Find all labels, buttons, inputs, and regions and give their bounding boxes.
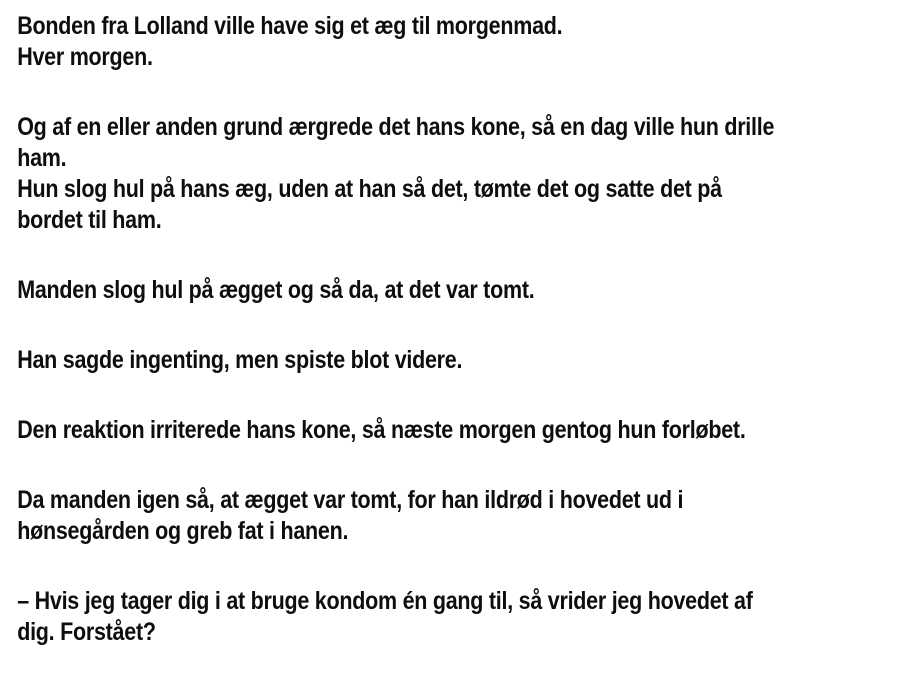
text-line: Hver morgen. bbox=[17, 43, 153, 71]
text-line: ham. bbox=[17, 144, 67, 172]
text-line: – Hvis jeg tager dig i at bruge kondom én gang til, så vrider jeg hovedet af bbox=[17, 587, 753, 615]
paragraph bbox=[17, 586, 922, 648]
paragraph bbox=[17, 485, 922, 547]
text-line: bordet til ham. bbox=[17, 206, 162, 234]
text-line: Hun slog hul på hans æg, uden at han så det, tømte det og satte det på bbox=[17, 175, 722, 203]
text-line: Og af en eller anden grund ærgrede det hans kone, så en dag ville hun drille bbox=[17, 113, 775, 141]
text-line: Da manden igen så, at ægget var tomt, for han ildrød i hovedet ud i bbox=[17, 486, 684, 514]
text-line: hønsegården og greb fat i hanen. bbox=[17, 517, 349, 545]
paragraph bbox=[17, 11, 922, 73]
text-line: Han sagde ingenting, men spiste blot videre. bbox=[17, 346, 463, 374]
paragraph bbox=[17, 275, 922, 306]
text-line: Bonden fra Lolland ville have sig et æg til morgenmad. bbox=[17, 12, 563, 40]
paragraph bbox=[17, 415, 922, 446]
text-line: Manden slog hul på ægget og så da, at det var tomt. bbox=[17, 276, 535, 304]
paragraph bbox=[17, 112, 922, 236]
text-line: Den reaktion irriterede hans kone, så næste morgen gentog hun forløbet. bbox=[17, 416, 746, 444]
paragraph bbox=[17, 345, 922, 376]
text-line: dig. Forstået? bbox=[17, 618, 156, 646]
